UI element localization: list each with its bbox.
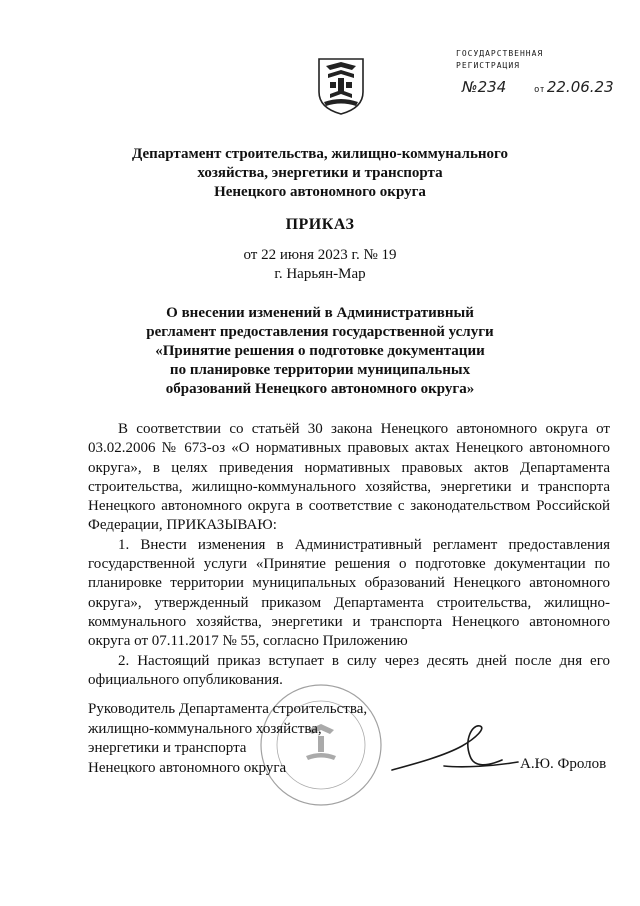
registration-stamp <box>456 48 543 72</box>
registration-date-value: 22.06.23 <box>546 78 614 96</box>
position-line1: Руководитель Департамента строительства, <box>88 701 368 717</box>
preamble-paragraph: В соответствии со статьёй 30 закона Ненецкого автономного округа от 03.02.2006 № 673-оз «О нормативных правовых актах Ненецкого автономного округа», в целях приведения нормативных правовых актов Департамента строительства, жилищно-коммунального хозяйства, энергетики и транспорта Ненецкого автономного округа в соответствие с законодательством Российской Федерации, ПРИКАЗЫВАЮ: <box>88 421 610 534</box>
order-item-2: 2. Настоящий приказ вступает в силу через десять дней после дня его официального опубликования. <box>88 652 610 688</box>
department-line1: Департамент строительства, жилищно-коммунального <box>131 146 508 162</box>
registration-number: №234 <box>462 78 507 96</box>
order-subject <box>0 304 640 399</box>
subject-line5: образований Ненецкого автономного округа» <box>165 381 475 397</box>
position-line4: Ненецкого автономного округа <box>88 759 287 776</box>
registration-label-line1: ГОСУДАРСТВЕННАЯ <box>456 49 544 58</box>
department-line2: хозяйства, энергетики и транспорта <box>197 165 443 181</box>
position-line2: жилищно-коммунального хозяйства, <box>88 720 322 737</box>
signatory-name: А.Ю. Фролов <box>520 756 607 772</box>
position-line3: энергетики и транспорта <box>88 740 247 756</box>
subject-line4: по планировке территории муниципальных <box>169 362 471 378</box>
order-date-number: от 22 июня 2023 г. № 19 <box>243 247 397 263</box>
order-body <box>88 420 610 690</box>
registration-label-line2: РЕГИСТРАЦИЯ <box>456 61 520 70</box>
coat-of-arms-emblem <box>316 56 366 116</box>
subject-line1: О внесении изменений в Административный <box>166 305 474 321</box>
signatory-position <box>88 700 367 778</box>
order-city: г. Нарьян-Мар <box>274 266 366 282</box>
department-line3: Ненецкого автономного округа <box>214 184 426 200</box>
order-item-1: 1. Внести изменения в Административный регламент предоставления государственной услуги «Принятие решения о подготовке документации по планировке территории муниципальных образований Ненецкого автономного округа», утвержденный приказом Департамента строительства, жилищно-коммунального хозяйства, энергетики и транспорта Ненецкого автономного округа от 07.11.2017 № 55, согласно Приложению <box>88 536 610 650</box>
subject-line2: регламент предоставления государственной услуги <box>146 324 494 340</box>
subject-line3: «Принятие решения о подготовке документации <box>155 343 485 359</box>
document-type-title: ПРИКАЗ <box>285 216 355 233</box>
registration-date-prefix: от <box>534 85 545 95</box>
registration-date <box>534 78 614 96</box>
handwritten-signature <box>384 716 524 786</box>
department-name <box>0 145 640 202</box>
order-meta <box>0 246 640 284</box>
